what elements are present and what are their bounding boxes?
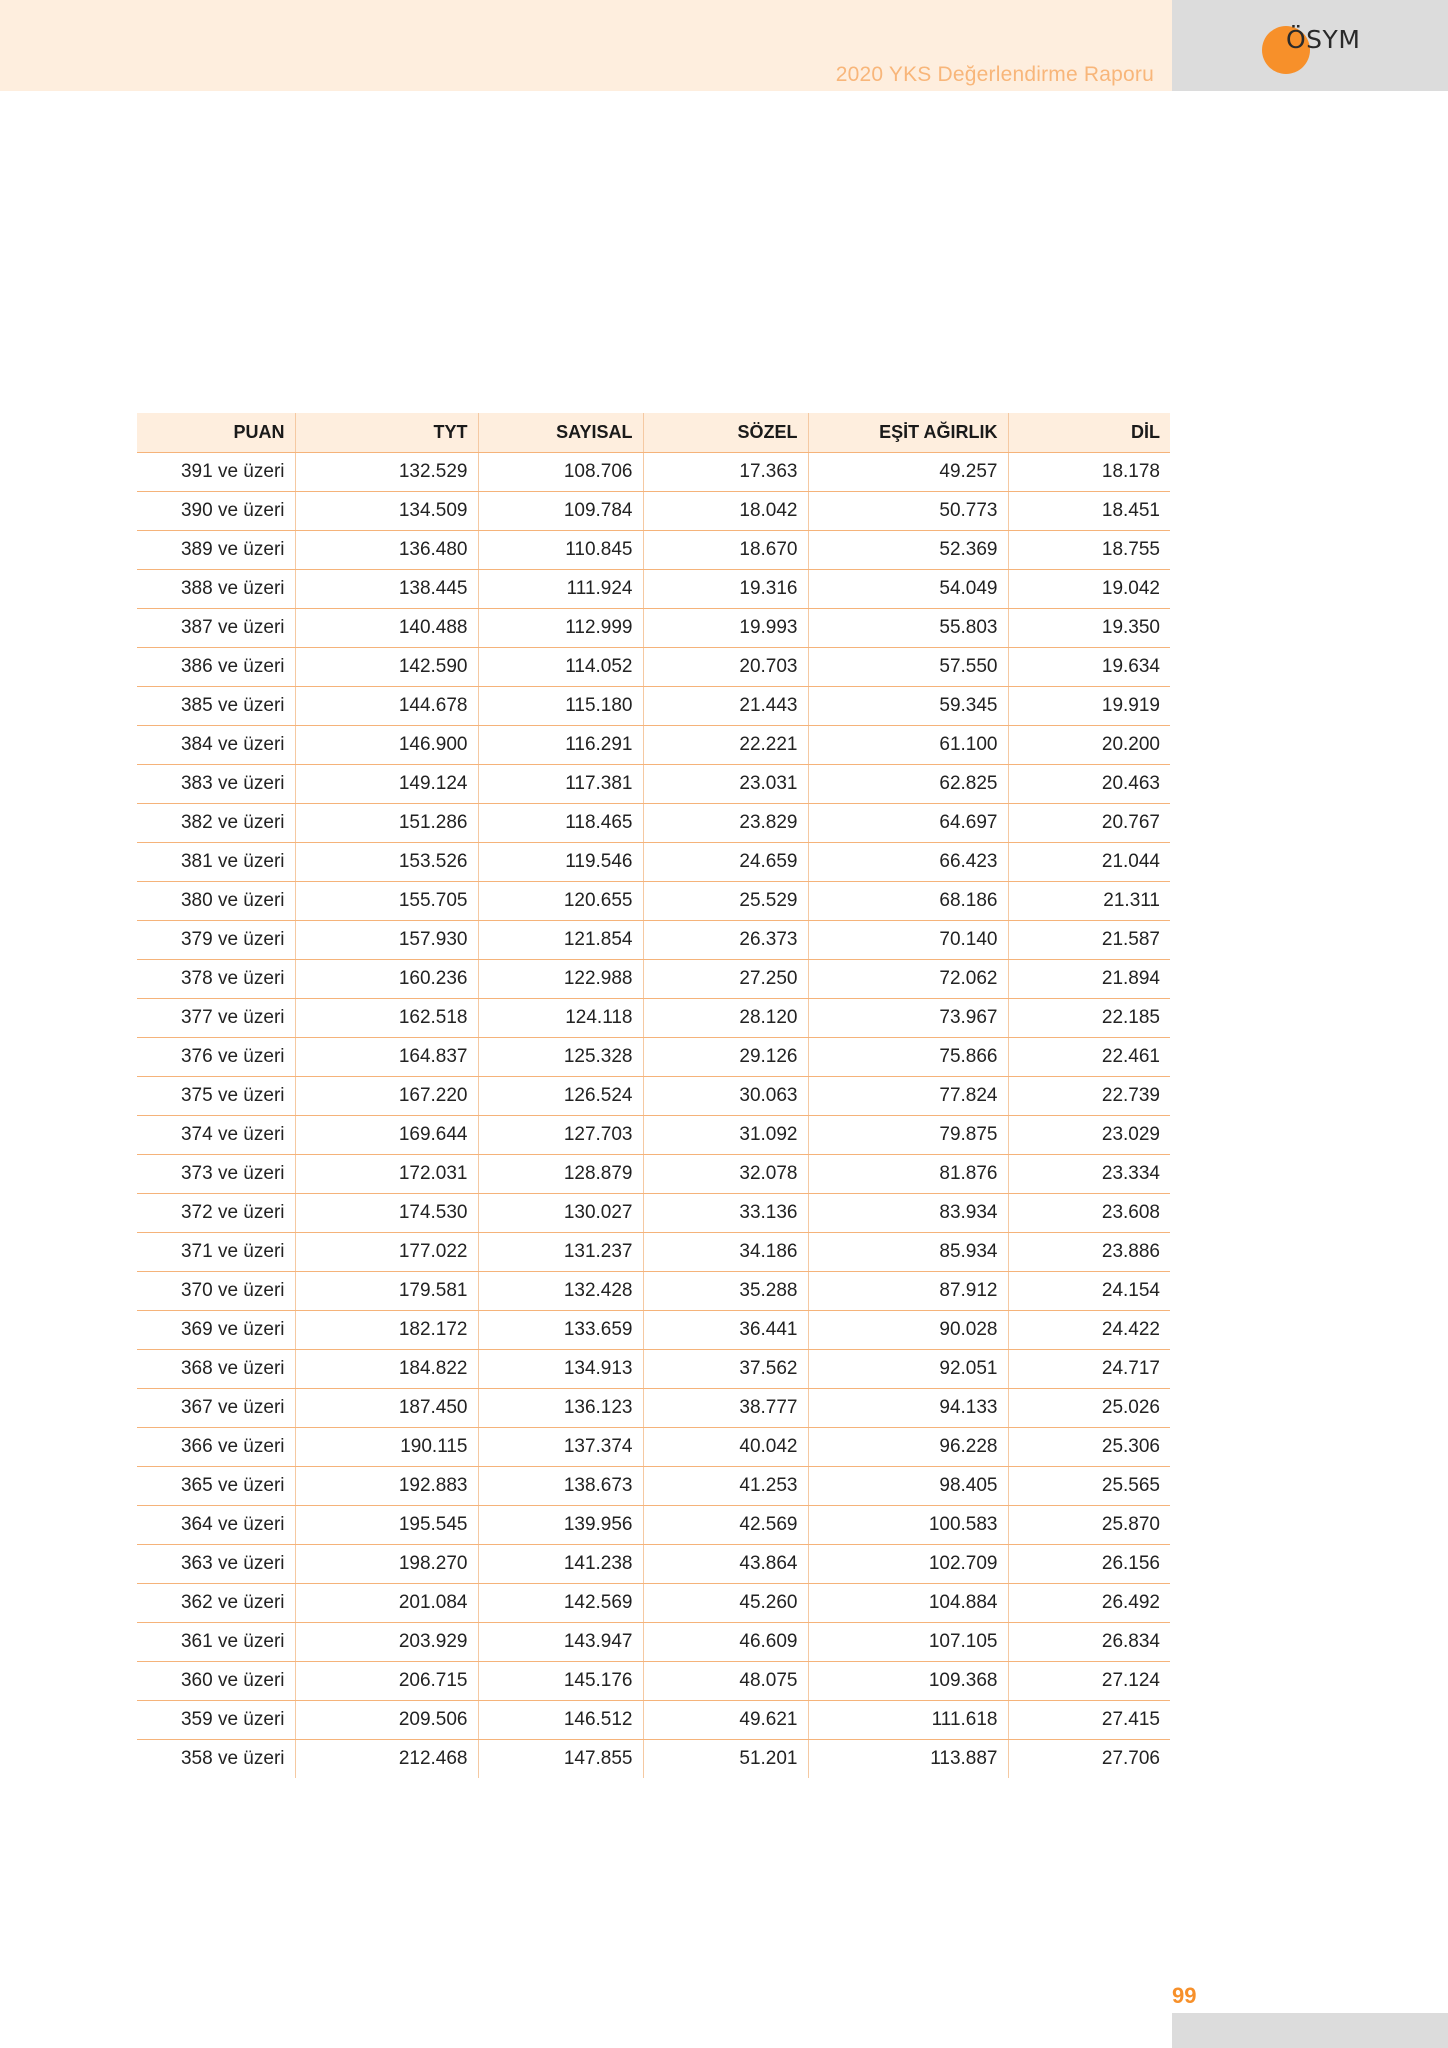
table-cell: 19.042 [1008, 570, 1170, 609]
table-cell: 366 ve üzeri [137, 1428, 295, 1467]
table-cell: 371 ve üzeri [137, 1233, 295, 1272]
table-cell: 359 ve üzeri [137, 1701, 295, 1740]
table-cell: 22.461 [1008, 1038, 1170, 1077]
table-cell: 19.993 [643, 609, 808, 648]
table-cell: 62.825 [808, 765, 1008, 804]
table-cell: 153.526 [295, 843, 478, 882]
table-cell: 119.546 [478, 843, 643, 882]
table-cell: 372 ve üzeri [137, 1194, 295, 1233]
table-cell: 383 ve üzeri [137, 765, 295, 804]
table-cell: 77.824 [808, 1077, 1008, 1116]
table-row [137, 843, 1170, 882]
table-cell: 22.221 [643, 726, 808, 765]
table-cell: 131.237 [478, 1233, 643, 1272]
table-cell: 201.084 [295, 1584, 478, 1623]
table-cell: 151.286 [295, 804, 478, 843]
table-cell: 21.894 [1008, 960, 1170, 999]
table-row [137, 687, 1170, 726]
table-cell: 143.947 [478, 1623, 643, 1662]
table-row [137, 1194, 1170, 1233]
table-cell: 390 ve üzeri [137, 492, 295, 531]
table-cell: 33.136 [643, 1194, 808, 1233]
table-cell: 19.316 [643, 570, 808, 609]
table-cell: 389 ve üzeri [137, 531, 295, 570]
table-cell: 49.257 [808, 453, 1008, 492]
table-cell: 160.236 [295, 960, 478, 999]
table-cell: 18.451 [1008, 492, 1170, 531]
table-cell: 379 ve üzeri [137, 921, 295, 960]
table-cell: 49.621 [643, 1701, 808, 1740]
table-cell: 108.706 [478, 453, 643, 492]
table-cell: 203.929 [295, 1623, 478, 1662]
table-cell: 363 ve üzeri [137, 1545, 295, 1584]
table-cell: 19.634 [1008, 648, 1170, 687]
table-cell: 24.154 [1008, 1272, 1170, 1311]
table-cell: 146.900 [295, 726, 478, 765]
report-title: 2020 YKS Değerlendirme Raporu [835, 63, 1154, 86]
table-cell: 209.506 [295, 1701, 478, 1740]
table-cell: 20.463 [1008, 765, 1170, 804]
table-row [137, 804, 1170, 843]
table-cell: 388 ve üzeri [137, 570, 295, 609]
table-row [137, 1155, 1170, 1194]
table-cell: 146.512 [478, 1701, 643, 1740]
table-row [137, 1662, 1170, 1701]
table-cell: 26.492 [1008, 1584, 1170, 1623]
table-cell: 190.115 [295, 1428, 478, 1467]
table-cell: 26.834 [1008, 1623, 1170, 1662]
table-cell: 162.518 [295, 999, 478, 1038]
table-cell: 184.822 [295, 1350, 478, 1389]
table-cell: 368 ve üzeri [137, 1350, 295, 1389]
table-cell: 23.829 [643, 804, 808, 843]
table-row [137, 492, 1170, 531]
table-cell: 133.659 [478, 1311, 643, 1350]
table-cell: 68.186 [808, 882, 1008, 921]
table-cell: 28.120 [643, 999, 808, 1038]
table-cell: 40.042 [643, 1428, 808, 1467]
table-cell: 43.864 [643, 1545, 808, 1584]
table-cell: 19.919 [1008, 687, 1170, 726]
table-cell: 21.311 [1008, 882, 1170, 921]
table-cell: 21.044 [1008, 843, 1170, 882]
column-header: EŞİT AĞIRLIK [808, 413, 1008, 453]
table-cell: 20.703 [643, 648, 808, 687]
table-row [137, 1623, 1170, 1662]
table-cell: 23.031 [643, 765, 808, 804]
table-cell: 70.140 [808, 921, 1008, 960]
table-cell: 187.450 [295, 1389, 478, 1428]
table-cell: 98.405 [808, 1467, 1008, 1506]
table-header-row [137, 413, 1170, 453]
table-cell: 374 ve üzeri [137, 1116, 295, 1155]
table-row [137, 1350, 1170, 1389]
table-cell: 114.052 [478, 648, 643, 687]
table-cell: 17.363 [643, 453, 808, 492]
table-cell: 81.876 [808, 1155, 1008, 1194]
table-cell: 145.176 [478, 1662, 643, 1701]
table-cell: 50.773 [808, 492, 1008, 531]
table-cell: 370 ve üzeri [137, 1272, 295, 1311]
table-cell: 24.422 [1008, 1311, 1170, 1350]
table-cell: 18.178 [1008, 453, 1170, 492]
table-cell: 23.886 [1008, 1233, 1170, 1272]
table-cell: 128.879 [478, 1155, 643, 1194]
table-cell: 382 ve üzeri [137, 804, 295, 843]
table-row [137, 1545, 1170, 1584]
table-cell: 385 ve üzeri [137, 687, 295, 726]
table-row [137, 531, 1170, 570]
table-cell: 92.051 [808, 1350, 1008, 1389]
table-cell: 23.029 [1008, 1116, 1170, 1155]
table-cell: 126.524 [478, 1077, 643, 1116]
table-cell: 31.092 [643, 1116, 808, 1155]
table-cell: 137.374 [478, 1428, 643, 1467]
table-row [137, 609, 1170, 648]
table-cell: 18.042 [643, 492, 808, 531]
table-cell: 167.220 [295, 1077, 478, 1116]
table-cell: 157.930 [295, 921, 478, 960]
table-cell: 45.260 [643, 1584, 808, 1623]
table-cell: 59.345 [808, 687, 1008, 726]
table-cell: 54.049 [808, 570, 1008, 609]
table-cell: 41.253 [643, 1467, 808, 1506]
table-cell: 172.031 [295, 1155, 478, 1194]
table-cell: 87.912 [808, 1272, 1008, 1311]
table-cell: 117.381 [478, 765, 643, 804]
page-number: 99 [1172, 1983, 1197, 2008]
table-row [137, 1740, 1170, 1779]
table-cell: 111.618 [808, 1701, 1008, 1740]
column-header: PUAN [137, 413, 295, 453]
table-cell: 20.200 [1008, 726, 1170, 765]
table-cell: 48.075 [643, 1662, 808, 1701]
table-cell: 20.767 [1008, 804, 1170, 843]
table-cell: 27.706 [1101, 1748, 1160, 1769]
table-cell: 96.228 [808, 1428, 1008, 1467]
table-cell: 138.673 [478, 1467, 643, 1506]
table-row [137, 1584, 1170, 1623]
table-cell: 94.133 [808, 1389, 1008, 1428]
table-cell: 23.608 [1008, 1194, 1170, 1233]
logo-band [1172, 0, 1448, 91]
table-cell: 27.415 [1008, 1701, 1170, 1740]
table-cell: 121.854 [478, 921, 643, 960]
table-cell: 182.172 [295, 1311, 478, 1350]
table-cell: 212.468 [295, 1740, 478, 1779]
table-cell: 387 ve üzeri [137, 609, 295, 648]
table-cell: 46.609 [643, 1623, 808, 1662]
table-cell: 111.924 [478, 570, 643, 609]
table-cell: 141.238 [478, 1545, 643, 1584]
table-cell: 134.509 [295, 492, 478, 531]
table-row [137, 648, 1170, 687]
logo-text: ÖSYM [1286, 25, 1361, 54]
table-cell: 25.870 [1008, 1506, 1170, 1545]
table-cell: 136.123 [478, 1389, 643, 1428]
table-cell: 127.703 [478, 1116, 643, 1155]
table-cell: 381 ve üzeri [137, 843, 295, 882]
table-cell: 42.569 [643, 1506, 808, 1545]
table-cell: 79.875 [808, 1116, 1008, 1155]
table-row [137, 1311, 1170, 1350]
table-cell: 391 ve üzeri [137, 453, 295, 492]
table-cell: 367 ve üzeri [137, 1389, 295, 1428]
table-cell: 104.884 [808, 1584, 1008, 1623]
table-cell: 149.124 [295, 765, 478, 804]
column-header: SAYISAL [478, 413, 643, 453]
table-cell: 75.866 [808, 1038, 1008, 1077]
table-cell: 64.697 [808, 804, 1008, 843]
table-cell: 174.530 [295, 1194, 478, 1233]
table-row [137, 1506, 1170, 1545]
table-row [137, 999, 1170, 1038]
table-cell: 122.988 [478, 960, 643, 999]
table-cell: 26.156 [1008, 1545, 1170, 1584]
table-cell: 373 ve üzeri [137, 1155, 295, 1194]
table-cell: 24.659 [643, 843, 808, 882]
table-cell: 179.581 [295, 1272, 478, 1311]
table-row [137, 921, 1170, 960]
table-cell: 23.334 [1008, 1155, 1170, 1194]
table-cell: 61.100 [808, 726, 1008, 765]
table-cell: 132.529 [295, 453, 478, 492]
table-cell: 132.428 [478, 1272, 643, 1311]
table-cell: 206.715 [295, 1662, 478, 1701]
table-cell: 66.423 [808, 843, 1008, 882]
table-cell: 138.445 [295, 570, 478, 609]
table-cell: 55.803 [808, 609, 1008, 648]
table-row [137, 1467, 1170, 1506]
table-row [137, 453, 1170, 492]
table-cell: 32.078 [643, 1155, 808, 1194]
table-cell: 115.180 [478, 687, 643, 726]
table-cell: 24.717 [1008, 1350, 1170, 1389]
table-row [137, 1077, 1170, 1116]
table-row [137, 1701, 1170, 1740]
table-cell: 142.569 [478, 1584, 643, 1623]
column-header: TYT [295, 413, 478, 453]
table-cell: 27.124 [1008, 1662, 1170, 1701]
column-header: SÖZEL [643, 413, 808, 453]
table-cell: 25.565 [1008, 1467, 1170, 1506]
table-cell: 52.369 [808, 531, 1008, 570]
table-cell: 365 ve üzeri [137, 1467, 295, 1506]
table-cell: 109.784 [478, 492, 643, 531]
table-cell: 107.105 [808, 1623, 1008, 1662]
table-cell: 109.368 [808, 1662, 1008, 1701]
table-cell: 155.705 [295, 882, 478, 921]
table-row [137, 1428, 1170, 1467]
table-cell: 25.306 [1008, 1428, 1170, 1467]
score-table [137, 413, 1170, 1778]
table-cell: 125.328 [478, 1038, 643, 1077]
table-cell: 130.027 [478, 1194, 643, 1233]
table-cell: 375 ve üzeri [137, 1077, 295, 1116]
table-cell: 198.270 [295, 1545, 478, 1584]
table-row [137, 726, 1170, 765]
table-cell: 113.887 [808, 1740, 1008, 1779]
table-cell: 36.441 [643, 1311, 808, 1350]
table-cell: 378 ve üzeri [137, 960, 295, 999]
table-cell: 21.443 [643, 687, 808, 726]
table-cell: 30.063 [643, 1077, 808, 1116]
table-row [137, 1389, 1170, 1428]
table-cell: 142.590 [295, 648, 478, 687]
table-cell: 37.562 [643, 1350, 808, 1389]
table-row [137, 765, 1170, 804]
table-cell: 18.755 [1008, 531, 1170, 570]
table-cell: 25.529 [643, 882, 808, 921]
table-cell: 100.583 [808, 1506, 1008, 1545]
table-cell: 360 ve üzeri [137, 1662, 295, 1701]
table-cell: 90.028 [808, 1311, 1008, 1350]
table-row [137, 1038, 1170, 1077]
table-cell: 57.550 [808, 648, 1008, 687]
table-cell: 140.488 [295, 609, 478, 648]
table-cell: 120.655 [478, 882, 643, 921]
table-cell: 34.186 [643, 1233, 808, 1272]
table-cell: 25.026 [1008, 1389, 1170, 1428]
table-cell: 102.709 [808, 1545, 1008, 1584]
table-cell: 110.845 [478, 531, 643, 570]
column-header: DİL [1008, 413, 1170, 453]
table-cell: 377 ve üzeri [137, 999, 295, 1038]
table-cell: 27.250 [643, 960, 808, 999]
table-cell: 18.670 [643, 531, 808, 570]
table-cell: 73.967 [808, 999, 1008, 1038]
table-cell: 83.934 [808, 1194, 1008, 1233]
table-cell: 51.201 [643, 1740, 808, 1779]
table-cell: 22.739 [1008, 1077, 1170, 1116]
table-cell: 369 ve üzeri [137, 1311, 295, 1350]
table-cell: 124.118 [478, 999, 643, 1038]
table-cell: 21.587 [1008, 921, 1170, 960]
table-row [137, 1116, 1170, 1155]
table-cell: 361 ve üzeri [137, 1623, 295, 1662]
table-cell: 29.126 [643, 1038, 808, 1077]
table-cell: 19.350 [1008, 609, 1170, 648]
table-cell: 376 ve üzeri [137, 1038, 295, 1077]
table-row [137, 1272, 1170, 1311]
footer-band [1172, 2013, 1448, 2048]
table-cell: 118.465 [478, 804, 643, 843]
table-cell: 362 ve üzeri [137, 1584, 295, 1623]
table-cell: 22.185 [1008, 999, 1170, 1038]
table-cell: 116.291 [478, 726, 643, 765]
table-cell: 35.288 [643, 1272, 808, 1311]
table-row [137, 570, 1170, 609]
table-cell: 380 ve üzeri [137, 882, 295, 921]
table-cell: 358 ve üzeri [137, 1740, 295, 1779]
table-row [137, 882, 1170, 921]
table-cell: 364 ve üzeri [137, 1506, 295, 1545]
table-cell: 144.678 [295, 687, 478, 726]
table-cell: 72.062 [808, 960, 1008, 999]
table-cell: 134.913 [478, 1350, 643, 1389]
table-cell: 112.999 [478, 609, 643, 648]
table-cell: 85.934 [808, 1233, 1008, 1272]
table-cell: 192.883 [295, 1467, 478, 1506]
table-cell: 195.545 [295, 1506, 478, 1545]
table-cell: 384 ve üzeri [137, 726, 295, 765]
table-cell: 38.777 [643, 1389, 808, 1428]
table-cell: 147.855 [478, 1740, 643, 1779]
table-row [137, 1233, 1170, 1272]
table-cell: 164.837 [295, 1038, 478, 1077]
table-cell: 386 ve üzeri [137, 648, 295, 687]
table-cell: 177.022 [295, 1233, 478, 1272]
table-cell: 26.373 [643, 921, 808, 960]
header-band [0, 0, 1172, 91]
table-cell: 139.956 [478, 1506, 643, 1545]
table-cell: 169.644 [295, 1116, 478, 1155]
table-cell: 136.480 [295, 531, 478, 570]
table-row [137, 960, 1170, 999]
